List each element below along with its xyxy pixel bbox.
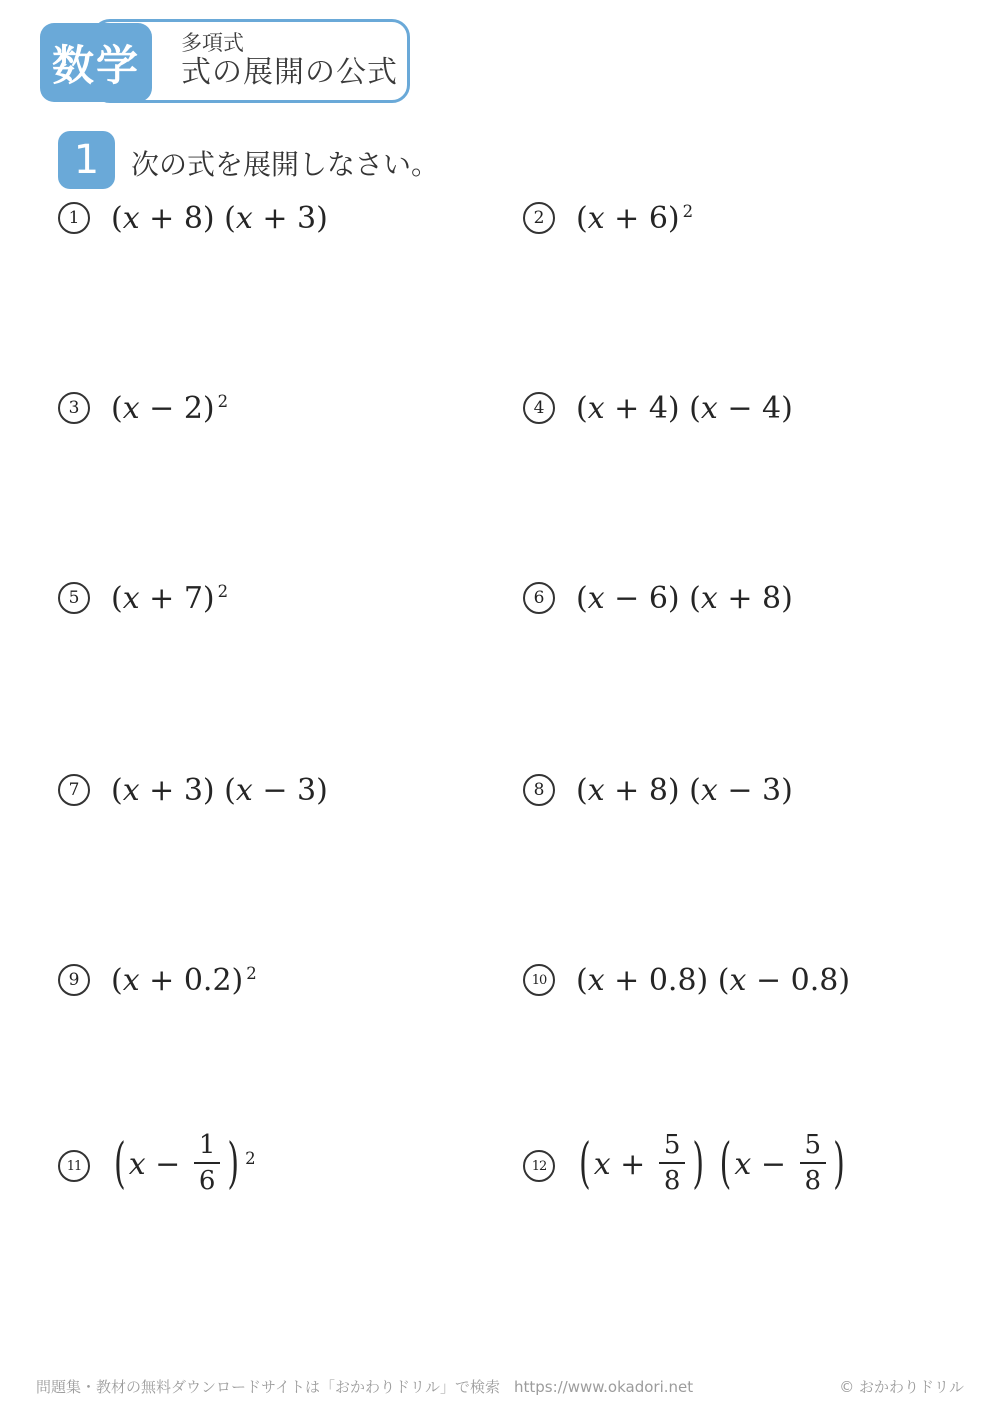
problem-expression: (x + 4) (x − 4): [576, 390, 793, 426]
footer-copyright: © おかわりドリル: [839, 1378, 964, 1396]
problem-item-2: [523, 188, 693, 248]
problem-item-3: [58, 378, 228, 438]
footer-note-text: 問題集・教材の無料ダウンロードサイトは「おかわりドリル」で検索: [36, 1378, 500, 1396]
problem-number: 11: [58, 1150, 90, 1182]
problem-number: 2: [523, 202, 555, 234]
problem-number: 5: [58, 582, 90, 614]
problem-number: 3: [58, 392, 90, 424]
problem-item-4: [523, 378, 793, 438]
section-number-badge: 1: [58, 131, 115, 189]
problem-expression: (x + 8) (x + 3): [111, 200, 328, 236]
problem-expression: (x − 2) $^2$: [111, 390, 229, 426]
problem-number: 7: [58, 774, 90, 806]
problem-item-12: [523, 1120, 848, 1212]
problem-expression: (x − 6) (x + 8): [576, 580, 793, 616]
problem-number: 4: [523, 392, 555, 424]
problem-item-5: [58, 568, 228, 628]
problem-number: 10: [523, 964, 555, 996]
problem-expression: (x + 3) (x − 3): [111, 772, 328, 808]
problem-expression: (x + 7) $^2$: [111, 580, 229, 616]
worksheet-title: 式の展開の公式: [181, 55, 398, 91]
problem-number: 6: [523, 582, 555, 614]
section-instruction: 次の式を展開しなさい。: [131, 148, 440, 181]
problem-number: 1: [58, 202, 90, 234]
problem-expression: (x + 0.8) (x − 0.8): [576, 962, 851, 998]
unit-label: 多項式: [181, 30, 244, 55]
problem-item-10: [523, 950, 850, 1010]
problem-expression: (x + 6) $^2$: [576, 200, 694, 236]
problem-expression: ( x + $\frac{5}{8}$ ) ( x − $\frac{5}{8}$ ): [579, 1130, 845, 1196]
problem-item-7: [58, 760, 328, 820]
problem-item-1: [58, 188, 328, 248]
footer-url: https://www.okadori.net: [513, 1378, 694, 1396]
problem-expression: (x + 8) (x − 3): [576, 772, 793, 808]
problem-item-8: [523, 760, 793, 820]
problem-item-11: [58, 1120, 256, 1212]
footer-note: [36, 1376, 693, 1397]
problem-number: 8: [523, 774, 555, 806]
subject-badge: 数学: [40, 23, 152, 102]
problem-number: 12: [523, 1150, 555, 1182]
problem-item-6: [523, 568, 793, 628]
problem-expression: (x + 0.2) $^2$: [111, 962, 257, 998]
problem-item-9: [58, 950, 257, 1010]
problem-expression: ( x − $\frac{1}{6}$ ) $^2$: [114, 1130, 256, 1196]
problem-number: 9: [58, 964, 90, 996]
